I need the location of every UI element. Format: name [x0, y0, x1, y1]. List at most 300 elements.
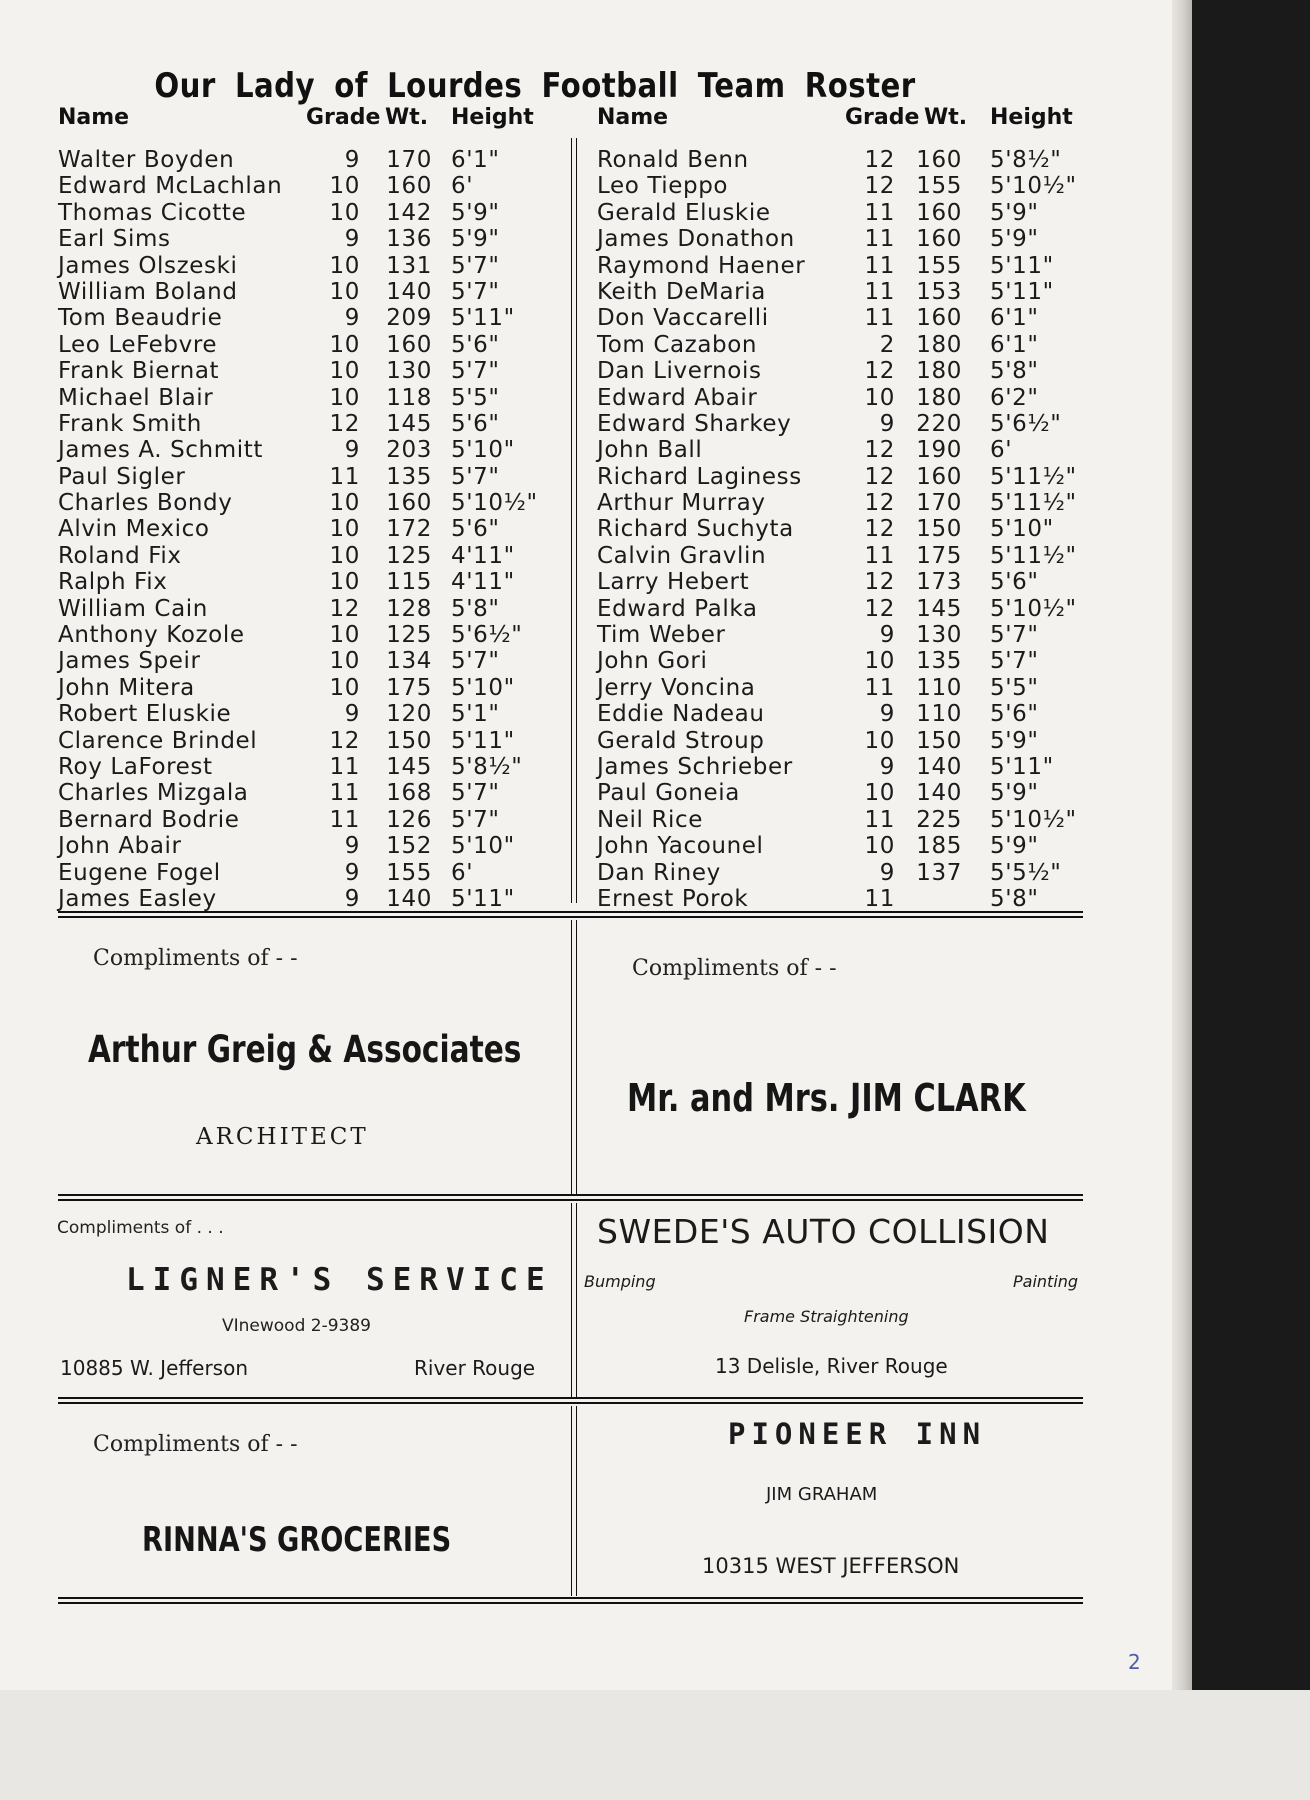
player-grade: 2 — [879, 331, 895, 358]
player-weight: 142 — [386, 199, 432, 226]
ad-swede-frame: Frame Straightening — [744, 1307, 909, 1326]
player-grade: 11 — [864, 226, 895, 253]
ad-greig-compliments: Compliments of - - — [93, 946, 298, 971]
player-height: 5'10" — [990, 516, 1054, 543]
roster-row — [58, 490, 568, 516]
scan-background — [0, 1690, 1310, 1800]
roster-row — [597, 701, 1107, 727]
player-name: Neil Rice — [597, 806, 704, 833]
header-grade: Grade — [845, 105, 920, 130]
player-weight: 150 — [916, 516, 962, 543]
roster-row — [58, 596, 568, 622]
player-height: 5'7" — [451, 806, 500, 833]
roster-rows — [58, 147, 568, 912]
roster-row — [597, 648, 1107, 674]
roster-row — [597, 226, 1107, 252]
player-weight: 135 — [916, 648, 962, 675]
player-name: Leo Tieppo — [597, 173, 729, 200]
player-name: Raymond Haener — [597, 252, 806, 279]
player-weight: 160 — [916, 305, 962, 332]
ad-rinna-name: RINNA'S GROCERIES — [142, 1520, 452, 1560]
player-height: 5'11" — [990, 278, 1054, 305]
player-weight: 168 — [386, 780, 432, 807]
roster-left — [58, 105, 568, 912]
player-name: Gerald Eluskie — [597, 199, 771, 226]
player-height: 5'11" — [990, 252, 1054, 279]
player-weight: 170 — [916, 490, 962, 517]
player-height: 5'7" — [451, 358, 500, 385]
player-name: John Mitera — [58, 674, 195, 701]
player-weight: 135 — [386, 463, 432, 490]
player-name: Jerry Voncina — [597, 674, 756, 701]
player-grade: 9 — [344, 833, 360, 860]
player-weight: 225 — [916, 806, 962, 833]
player-grade: 10 — [329, 569, 360, 596]
player-weight: 128 — [386, 595, 432, 622]
player-name: William Boland — [58, 278, 238, 305]
player-name: Dan Livernois — [597, 358, 762, 385]
header-name: Name — [597, 105, 669, 130]
player-grade: 11 — [864, 199, 895, 226]
ad-ligner-address: 10885 W. Jefferson — [60, 1356, 249, 1380]
player-grade: 10 — [329, 173, 360, 200]
player-grade: 12 — [864, 173, 895, 200]
player-height: 6' — [990, 437, 1013, 464]
player-weight: 136 — [386, 226, 432, 253]
player-grade: 11 — [329, 753, 360, 780]
player-height: 5'11" — [451, 885, 515, 912]
player-weight: 170 — [386, 147, 432, 173]
player-name: Ronald Benn — [597, 147, 749, 173]
player-name: Edward Sharkey — [597, 410, 792, 437]
player-height: 5'10" — [451, 833, 515, 860]
player-weight: 150 — [916, 727, 962, 754]
player-height: 5'11" — [990, 753, 1054, 780]
player-name: Edward McLachlan — [58, 173, 283, 200]
player-grade: 12 — [864, 463, 895, 490]
roster-header — [597, 105, 1107, 137]
player-height: 5'8½" — [990, 147, 1062, 173]
player-height: 5'11" — [451, 727, 515, 754]
player-name: Larry Hebert — [597, 569, 750, 596]
player-name: Arthur Murray — [597, 490, 766, 517]
player-height: 5'6" — [990, 701, 1039, 728]
ad-swede-bumping: Bumping — [584, 1272, 656, 1291]
player-name: Paul Sigler — [58, 463, 186, 490]
player-weight: 150 — [386, 727, 432, 754]
player-name: Edward Palka — [597, 595, 758, 622]
player-weight: 125 — [386, 542, 432, 569]
player-grade: 11 — [864, 278, 895, 305]
player-weight: 160 — [916, 463, 962, 490]
roster-row — [58, 305, 568, 331]
roster-row — [597, 200, 1107, 226]
roster-rows — [597, 147, 1107, 912]
roster-row — [597, 173, 1107, 199]
player-height: 5'11½" — [990, 463, 1077, 490]
roster-row — [58, 226, 568, 252]
player-height: 5'9" — [990, 199, 1039, 226]
player-name: William Cain — [58, 595, 208, 622]
player-weight: 118 — [386, 384, 432, 411]
roster-row — [597, 569, 1107, 595]
roster-row — [597, 437, 1107, 463]
roster-row — [58, 543, 568, 569]
roster-row — [597, 543, 1107, 569]
player-grade: 12 — [864, 437, 895, 464]
player-grade: 10 — [329, 331, 360, 358]
player-name: Frank Biernat — [58, 358, 220, 385]
roster-row — [597, 780, 1107, 806]
player-name: Richard Laginess — [597, 463, 802, 490]
player-name: Charles Bondy — [58, 490, 233, 517]
player-height: 5'7" — [451, 252, 500, 279]
roster-row — [58, 253, 568, 279]
player-grade: 9 — [344, 147, 360, 173]
player-name: James Easley — [58, 885, 217, 912]
player-height: 5'8" — [990, 358, 1039, 385]
roster-right — [597, 105, 1107, 912]
roster-row — [58, 860, 568, 886]
player-weight: 180 — [916, 331, 962, 358]
player-name: James A. Schmitt — [58, 437, 263, 464]
player-grade: 10 — [329, 490, 360, 517]
player-weight: 173 — [916, 569, 962, 596]
player-weight: 155 — [386, 859, 432, 886]
player-weight: 137 — [916, 859, 962, 886]
player-grade: 11 — [864, 674, 895, 701]
player-name: Walter Boyden — [58, 147, 235, 173]
section-divider — [58, 1194, 1083, 1201]
player-height: 5'6" — [451, 516, 500, 543]
roster-row — [58, 701, 568, 727]
ad-clark-compliments: Compliments of - - — [632, 956, 837, 981]
roster-row — [58, 648, 568, 674]
roster-row — [58, 780, 568, 806]
player-weight: 160 — [916, 199, 962, 226]
player-grade: 12 — [864, 490, 895, 517]
player-weight: 145 — [386, 753, 432, 780]
player-name: Leo LeFebvre — [58, 331, 218, 358]
player-name: James Speir — [58, 648, 201, 675]
player-height: 5'8½" — [451, 753, 523, 780]
ad-clark-name: Mr. and Mrs. JIM CLARK — [627, 1076, 1026, 1120]
roster-row — [58, 569, 568, 595]
header-height: Height — [451, 105, 534, 130]
player-name: Dan Riney — [597, 859, 721, 886]
ad-swede-address: 13 Delisle, River Rouge — [715, 1354, 948, 1378]
ad-divider — [571, 1406, 577, 1596]
player-name: Keith DeMaria — [597, 278, 766, 305]
roster-row — [597, 675, 1107, 701]
player-grade: 9 — [344, 701, 360, 728]
player-grade: 11 — [864, 252, 895, 279]
player-grade: 12 — [329, 727, 360, 754]
player-name: Robert Eluskie — [58, 701, 232, 728]
player-weight: 131 — [386, 252, 432, 279]
player-name: Paul Goneia — [597, 780, 740, 807]
player-weight: 180 — [916, 358, 962, 385]
player-height: 6'2" — [990, 384, 1039, 411]
player-grade: 10 — [864, 833, 895, 860]
player-height: 5'7" — [451, 648, 500, 675]
roster-row — [58, 833, 568, 859]
player-weight: 160 — [386, 173, 432, 200]
roster-row — [597, 385, 1107, 411]
roster-header — [58, 105, 568, 137]
player-name: Richard Suchyta — [597, 516, 794, 543]
player-height: 5'6" — [451, 410, 500, 437]
ad-ligner-name: LIGNER'S SERVICE — [126, 1262, 553, 1298]
player-height: 5'8" — [451, 595, 500, 622]
player-grade: 10 — [329, 278, 360, 305]
player-grade: 9 — [344, 885, 360, 912]
player-grade: 12 — [864, 147, 895, 173]
section-divider — [58, 911, 1083, 918]
ad-greig-name: Arthur Greig & Associates — [88, 1028, 522, 1071]
player-weight: 155 — [916, 252, 962, 279]
roster-row — [597, 464, 1107, 490]
player-name: John Yacounel — [597, 833, 764, 860]
roster-row — [58, 886, 568, 912]
player-name: Roland Fix — [58, 542, 182, 569]
roster-row — [597, 358, 1107, 384]
player-name: Bernard Bodrie — [58, 806, 240, 833]
player-height: 5'9" — [990, 226, 1039, 253]
player-grade: 10 — [329, 358, 360, 385]
player-grade: 11 — [864, 542, 895, 569]
player-height: 5'10½" — [990, 806, 1077, 833]
player-grade: 10 — [864, 727, 895, 754]
player-weight: 125 — [386, 622, 432, 649]
roster-row — [597, 279, 1107, 305]
player-height: 5'7" — [451, 463, 500, 490]
player-weight: 110 — [916, 674, 962, 701]
player-name: Tom Beaudrie — [58, 305, 223, 332]
player-height: 5'6½" — [990, 410, 1062, 437]
player-weight: 160 — [916, 226, 962, 253]
player-name: John Ball — [597, 437, 703, 464]
roster-row — [597, 411, 1107, 437]
player-height: 5'10½" — [990, 173, 1077, 200]
player-weight: 190 — [916, 437, 962, 464]
player-grade: 12 — [864, 516, 895, 543]
player-weight: 220 — [916, 410, 962, 437]
player-name: Earl Sims — [58, 226, 171, 253]
header-weight: Wt. — [924, 105, 968, 130]
player-height: 5'7" — [451, 780, 500, 807]
ad-divider — [571, 1203, 577, 1398]
player-grade: 11 — [864, 806, 895, 833]
player-grade: 10 — [864, 780, 895, 807]
player-weight: 155 — [916, 173, 962, 200]
player-weight: 180 — [916, 384, 962, 411]
roster-row — [597, 754, 1107, 780]
player-weight: 140 — [386, 278, 432, 305]
player-height: 6'1" — [451, 147, 500, 173]
player-grade: 12 — [864, 358, 895, 385]
player-grade: 11 — [864, 305, 895, 332]
roster-row — [58, 173, 568, 199]
roster-row — [58, 332, 568, 358]
player-name: Gerald Stroup — [597, 727, 765, 754]
player-name: Ernest Porok — [597, 885, 749, 912]
player-height: 5'6" — [451, 331, 500, 358]
roster-row — [597, 622, 1107, 648]
page-title: Our Lady of Lourdes Football Team Roster — [154, 66, 916, 106]
roster-row — [597, 886, 1107, 912]
player-grade: 9 — [879, 622, 895, 649]
player-name: Eugene Fogel — [58, 859, 221, 886]
player-height: 6' — [451, 859, 474, 886]
header-weight: Wt. — [385, 105, 429, 130]
player-height: 5'9" — [990, 727, 1039, 754]
player-grade: 10 — [329, 384, 360, 411]
ad-greig-sub: ARCHITECT — [196, 1124, 369, 1150]
player-weight: 120 — [386, 701, 432, 728]
roster-row — [597, 490, 1107, 516]
column-divider — [571, 138, 577, 903]
player-height: 5'1" — [451, 701, 500, 728]
player-name: Calvin Gravlin — [597, 542, 767, 569]
player-height: 5'9" — [990, 833, 1039, 860]
roster-row — [58, 385, 568, 411]
player-height: 5'10½" — [990, 595, 1077, 622]
player-name: Charles Mizgala — [58, 780, 249, 807]
player-name: Tom Cazabon — [597, 331, 758, 358]
header-name: Name — [58, 105, 130, 130]
player-height: 5'6½" — [451, 622, 523, 649]
player-height: 5'11" — [451, 305, 515, 332]
player-weight: 110 — [916, 701, 962, 728]
player-height: 5'11½" — [990, 542, 1077, 569]
player-weight: 140 — [916, 780, 962, 807]
player-name: Frank Smith — [58, 410, 202, 437]
player-weight: 160 — [386, 490, 432, 517]
player-grade: 10 — [864, 384, 895, 411]
player-name: Clarence Brindel — [58, 727, 258, 754]
player-height: 5'10½" — [451, 490, 538, 517]
player-grade: 12 — [329, 595, 360, 622]
player-name: Alvin Mexico — [58, 516, 210, 543]
roster-row — [58, 516, 568, 542]
roster-row — [58, 200, 568, 226]
player-grade: 10 — [329, 252, 360, 279]
roster-row — [597, 860, 1107, 886]
player-weight: 172 — [386, 516, 432, 543]
player-grade: 11 — [329, 463, 360, 490]
player-name: John Abair — [58, 833, 182, 860]
player-grade: 9 — [344, 859, 360, 886]
roster-row — [58, 279, 568, 305]
roster-row — [58, 147, 568, 173]
player-grade: 10 — [329, 648, 360, 675]
player-name: Edward Abair — [597, 384, 758, 411]
player-height: 5'10" — [451, 437, 515, 464]
player-grade: 9 — [879, 753, 895, 780]
player-name: Don Vaccarelli — [597, 305, 769, 332]
roster-row — [597, 833, 1107, 859]
page-number: 2 — [1128, 1650, 1141, 1674]
roster-row — [58, 437, 568, 463]
player-grade: 10 — [329, 542, 360, 569]
player-grade: 12 — [329, 410, 360, 437]
player-grade: 10 — [329, 674, 360, 701]
player-height: 4'11" — [451, 569, 515, 596]
ad-divider — [571, 920, 577, 1195]
roster-row — [58, 675, 568, 701]
player-weight: 130 — [386, 358, 432, 385]
player-height: 4'11" — [451, 542, 515, 569]
player-grade: 9 — [879, 410, 895, 437]
ad-swede-painting: Painting — [1013, 1272, 1079, 1291]
roster-row — [58, 464, 568, 490]
ad-swede-name: SWEDE'S AUTO COLLISION — [597, 1212, 1050, 1251]
page-edge — [1172, 0, 1192, 1690]
player-name: Tim Weber — [597, 622, 726, 649]
player-grade: 10 — [329, 199, 360, 226]
ad-ligner-compliments: Compliments of . . . — [57, 1218, 224, 1238]
player-grade: 12 — [864, 595, 895, 622]
player-name: Michael Blair — [58, 384, 214, 411]
ad-rinna-compliments: Compliments of - - — [93, 1432, 298, 1457]
roster-row — [597, 728, 1107, 754]
player-height: 5'7" — [451, 278, 500, 305]
player-grade: 9 — [344, 226, 360, 253]
roster-row — [597, 253, 1107, 279]
roster-row — [58, 754, 568, 780]
player-height: 6' — [451, 173, 474, 200]
player-height: 5'5½" — [990, 859, 1062, 886]
ad-pioneer-name: PIONEER INN — [728, 1417, 987, 1451]
player-weight: 115 — [386, 569, 432, 596]
player-height: 5'5" — [451, 384, 500, 411]
roster-row — [58, 411, 568, 437]
roster-row — [58, 358, 568, 384]
player-name: James Olszeski — [58, 252, 238, 279]
roster-row — [597, 332, 1107, 358]
roster-row — [597, 305, 1107, 331]
player-weight: 130 — [916, 622, 962, 649]
player-height: 6'1" — [990, 305, 1039, 332]
player-weight: 175 — [386, 674, 432, 701]
player-name: Ralph Fix — [58, 569, 168, 596]
ad-pioneer-owner: JIM GRAHAM — [766, 1484, 878, 1505]
player-grade: 10 — [329, 622, 360, 649]
player-weight: 152 — [386, 833, 432, 860]
player-height: 5'9" — [451, 226, 500, 253]
player-height: 5'11½" — [990, 490, 1077, 517]
player-name: Anthony Kozole — [58, 622, 245, 649]
player-weight: 140 — [386, 885, 432, 912]
player-weight: 145 — [386, 410, 432, 437]
player-grade: 11 — [864, 885, 895, 912]
player-height: 5'6" — [990, 569, 1039, 596]
player-weight: 160 — [916, 147, 962, 173]
player-grade: 9 — [879, 859, 895, 886]
player-weight: 203 — [386, 437, 432, 464]
player-grade: 10 — [864, 648, 895, 675]
roster-row — [58, 622, 568, 648]
section-divider — [58, 1397, 1083, 1404]
roster-row — [58, 728, 568, 754]
player-weight: 134 — [386, 648, 432, 675]
player-grade: 9 — [879, 701, 895, 728]
player-weight: 185 — [916, 833, 962, 860]
player-weight: 153 — [916, 278, 962, 305]
ad-pioneer-address: 10315 WEST JEFFERSON — [702, 1554, 960, 1578]
ad-ligner-city: River Rouge — [414, 1356, 536, 1380]
